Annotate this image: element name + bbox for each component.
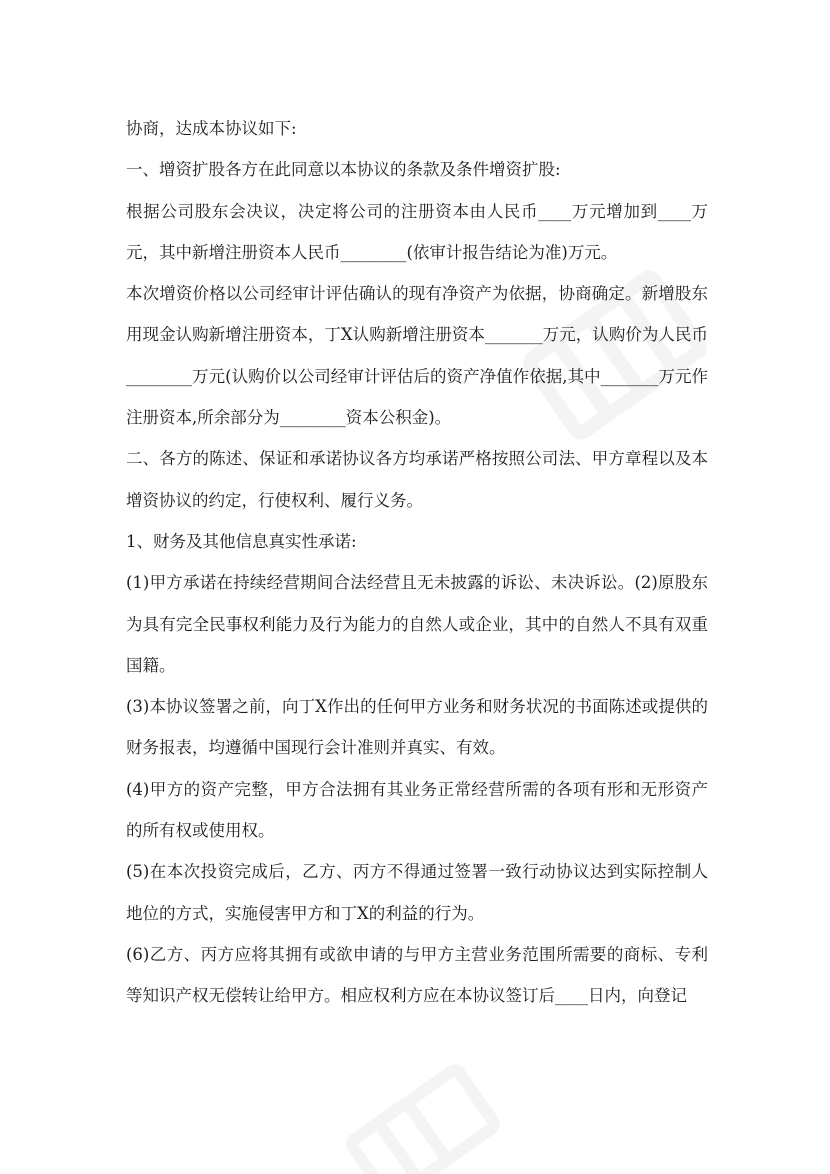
clause-item: (1)甲方承诺在持续经营期间合法经营且无未披露的诉讼、未决诉讼。(2)原股东为具有完全民事权利能力及行为能力的自然人或企业，其中的自然人不具有双重国籍。 [126, 573, 708, 675]
clause-item: (5)在本次投资完成后，乙方、丙方不得通过签署一致行动协议达到实际控制人地位的方式，实施侵害甲方和丁X的利益的行为。 [126, 862, 708, 923]
clause-item: (6)乙方、丙方应将其拥有或欲申请的与甲方主营业务范围所需要的商标、专利等知识产权无偿转让给甲方。相应权利方应在本协议签订后____日内，向登记 [126, 944, 708, 1006]
clause-item: (4)甲方的资产完整，甲方合法拥有其业务正常经营所需的各项有形和无形资产的所有权或使用权。 [126, 779, 708, 841]
section-heading: 一、增资扩股各方在此同意以本协议的条款及条件增资扩股: [126, 160, 561, 180]
watermark-logo-icon [330, 1040, 510, 1174]
paragraph: 本次增资价格以公司经审计评估确认的现有净资产为依据，协商确定。新增股东用现金认购新增注册资本，丁X认购新增注册资本_______万元，认购价为人民币________万元(认购价以公司经审计评估后的资产净值作依据,其中_______万元作注册资本,所余部分为________资本公积金)。 [126, 284, 708, 428]
document-body [126, 108, 708, 1017]
section-heading: 二、各方的陈述、保证和承诺协议各方均承诺严格按照公司法、甲方章程以及本增资协议的约定，行使权利、履行义务。 [126, 449, 708, 510]
paragraph: 根据公司股东会决议，决定将公司的注册资本由人民币____万元增加到____万元，其中新增注册资本人民币________(依审计报告结论为准)万元。 [126, 201, 708, 262]
paragraph: 协商，达成本协议如下: [126, 119, 297, 138]
clause-item: (3)本协议签署之前，向丁X作出的任何甲方业务和财务状况的书面陈述或提供的财务报表，均遵循中国现行会计准则并真实、有效。 [126, 697, 708, 758]
subsection-heading: 1、财务及其他信息真实性承诺: [126, 531, 357, 551]
